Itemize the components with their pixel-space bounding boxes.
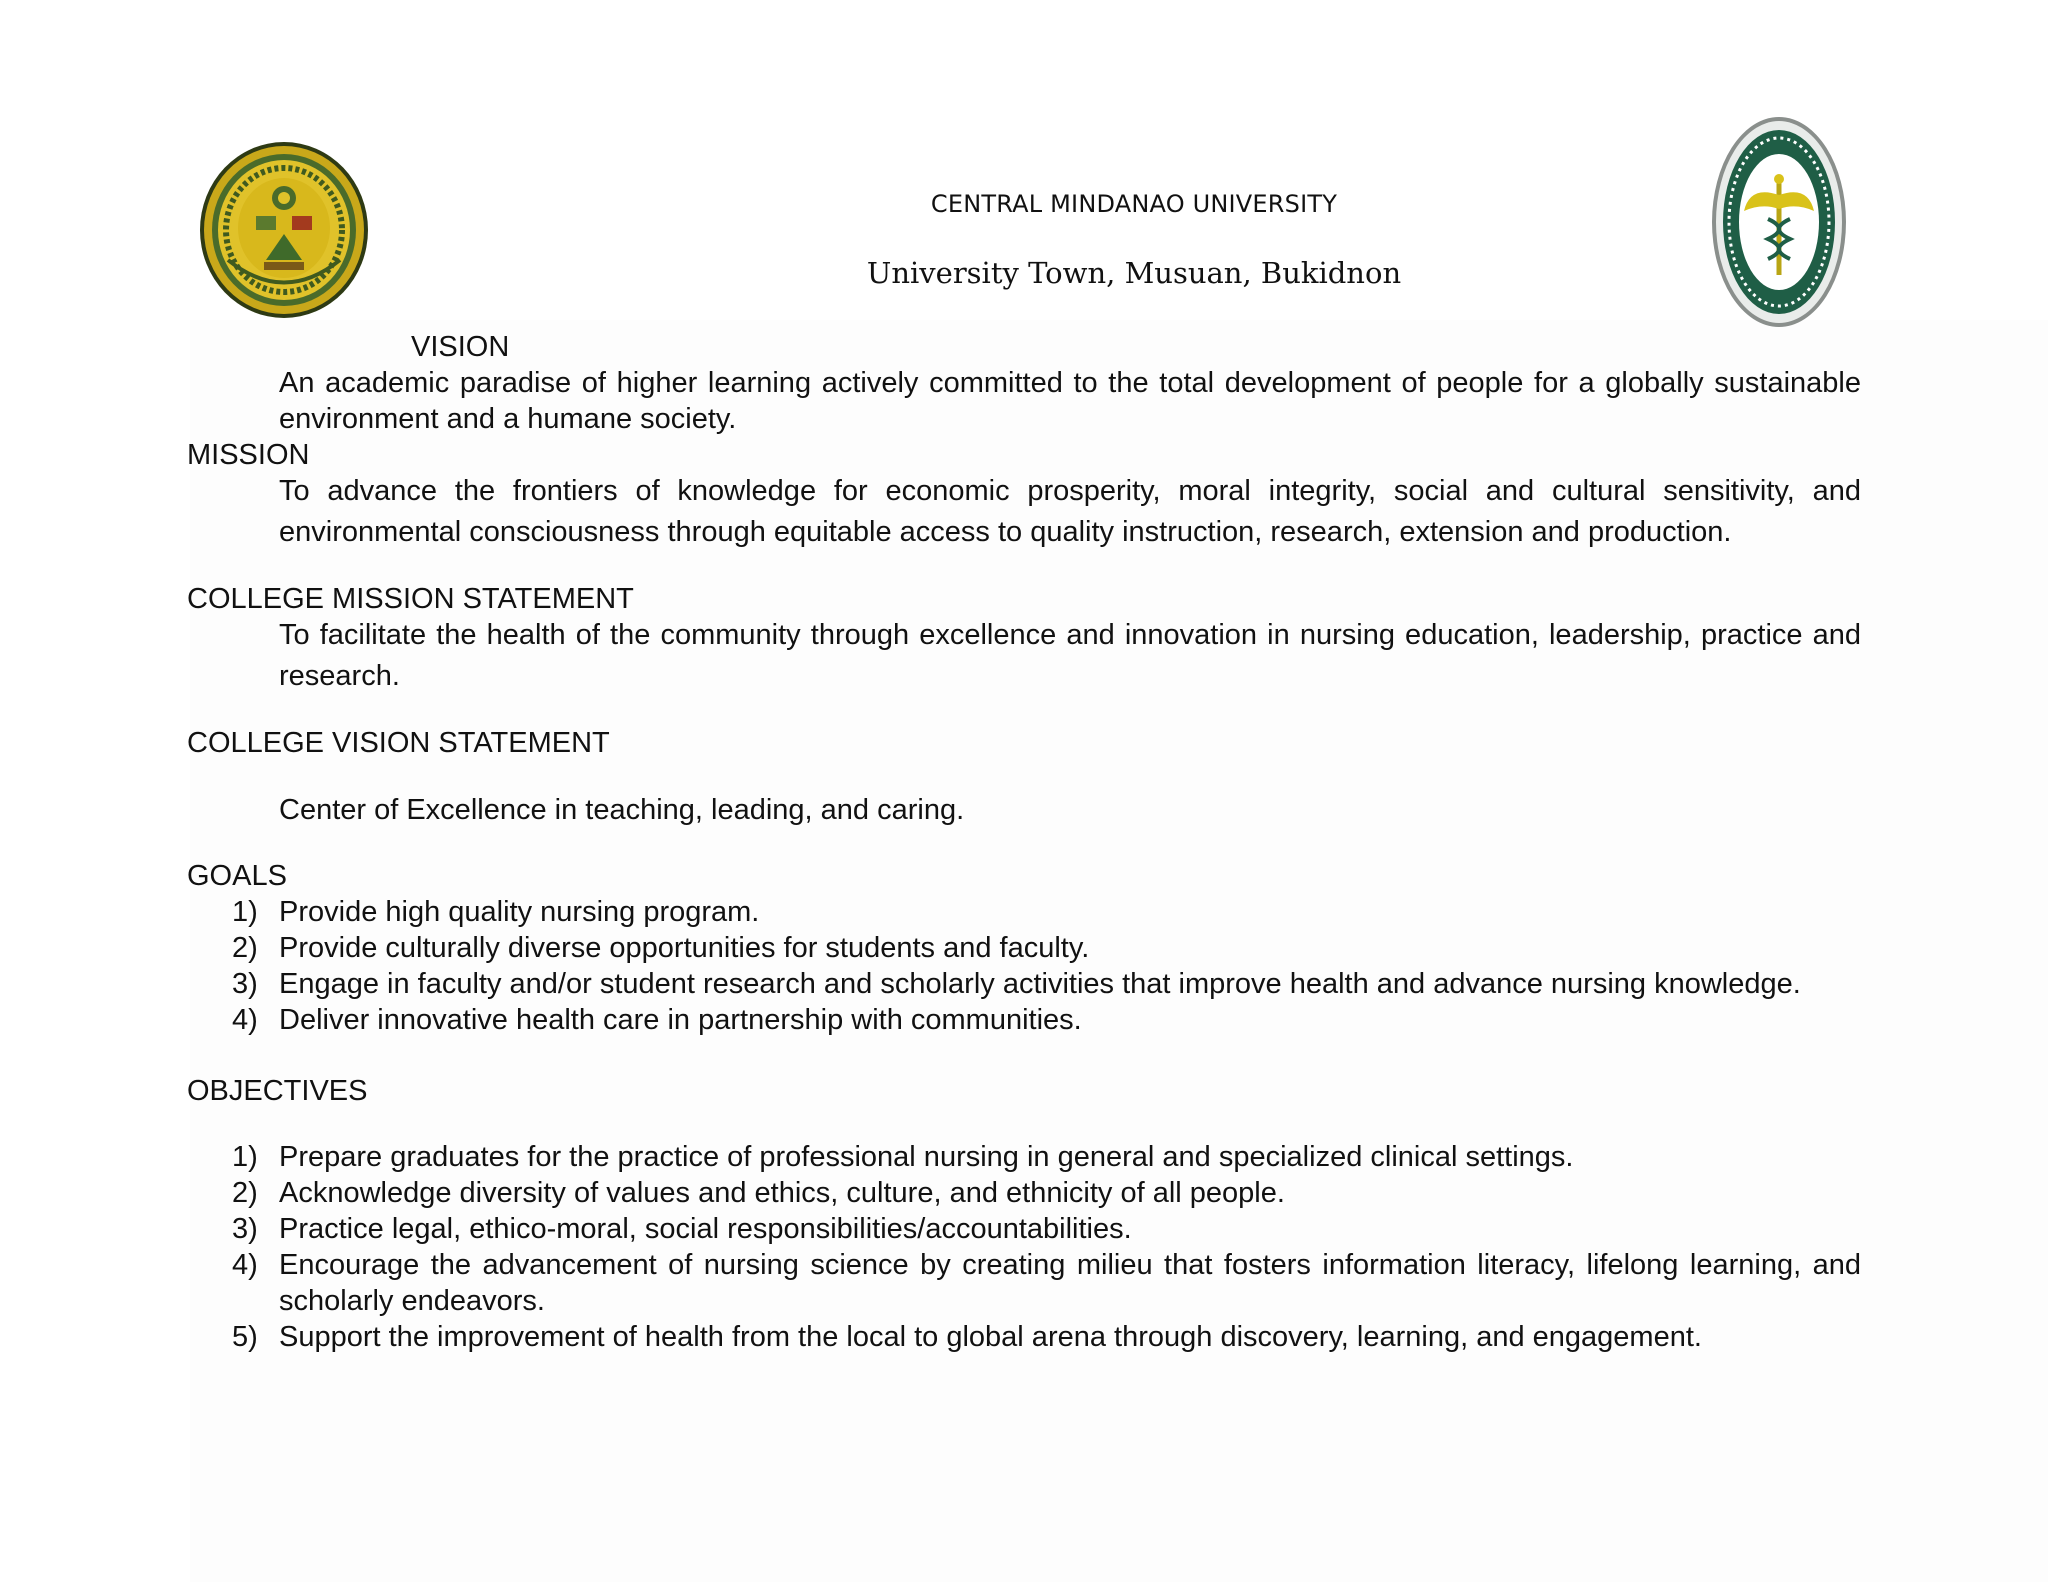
goal-item: 2) Provide culturally diverse opportunities for students and faculty. (232, 932, 1090, 964)
vision-heading: VISION (411, 331, 510, 363)
college-vision-heading: COLLEGE VISION STATEMENT (187, 727, 610, 759)
mission-heading: MISSION (187, 439, 310, 471)
objectives-list (232, 1139, 1861, 1355)
university-name: CENTRAL MINDANAO UNIVERSITY (930, 190, 1338, 218)
college-seal-icon (1710, 115, 1848, 329)
goal-item: 1) Provide high quality nursing program. (232, 896, 760, 928)
objectives-heading: OBJECTIVES (187, 1075, 368, 1107)
goal-item: 4) Deliver innovative health care in partnership with communities. (232, 1004, 1082, 1036)
mission-text: To advance the frontiers of knowledge for economic prosperity, moral integrity, social and cultural sensitivity, and environmental consciousness through equitable access to quality instruction, research, extension and production. (279, 475, 1861, 548)
goals-heading: GOALS (187, 860, 287, 892)
goals-list (232, 894, 1861, 1038)
objective-item: 4) Encourage the advancement of nursing science by creating milieu that fosters information literacy, lifelong learning, and scholarly endeavors. (232, 1249, 1861, 1317)
objective-item: 3) Practice legal, ethico-moral, social responsibilities/accountabilities. (232, 1213, 1132, 1245)
college-vision-text: Center of Excellence in teaching, leading, and caring. (279, 794, 965, 826)
university-seal-icon (198, 140, 370, 320)
objective-item: 1) Prepare graduates for the practice of professional nursing in general and specialized clinical settings. (232, 1141, 1574, 1173)
goal-item: 3) Engage in faculty and/or student research and scholarly activities that improve health and advance nursing knowledge. (232, 968, 1801, 1000)
university-address: University Town, Musuan, Bukidnon (866, 256, 1402, 290)
vision-text: An academic paradise of higher learning actively committed to the total development of people for a globally sustainable environment and a humane society. (279, 367, 1861, 435)
college-mission-heading: COLLEGE MISSION STATEMENT (187, 583, 634, 615)
objective-item: 5) Support the improvement of health from the local to global arena through discovery, learning, and engagement. (232, 1321, 1702, 1353)
college-mission-text: To facilitate the health of the community through excellence and innovation in nursing education, leadership, practice and research. (279, 619, 1861, 692)
objective-item: 2) Acknowledge diversity of values and ethics, culture, and ethnicity of all people. (232, 1177, 1285, 1209)
